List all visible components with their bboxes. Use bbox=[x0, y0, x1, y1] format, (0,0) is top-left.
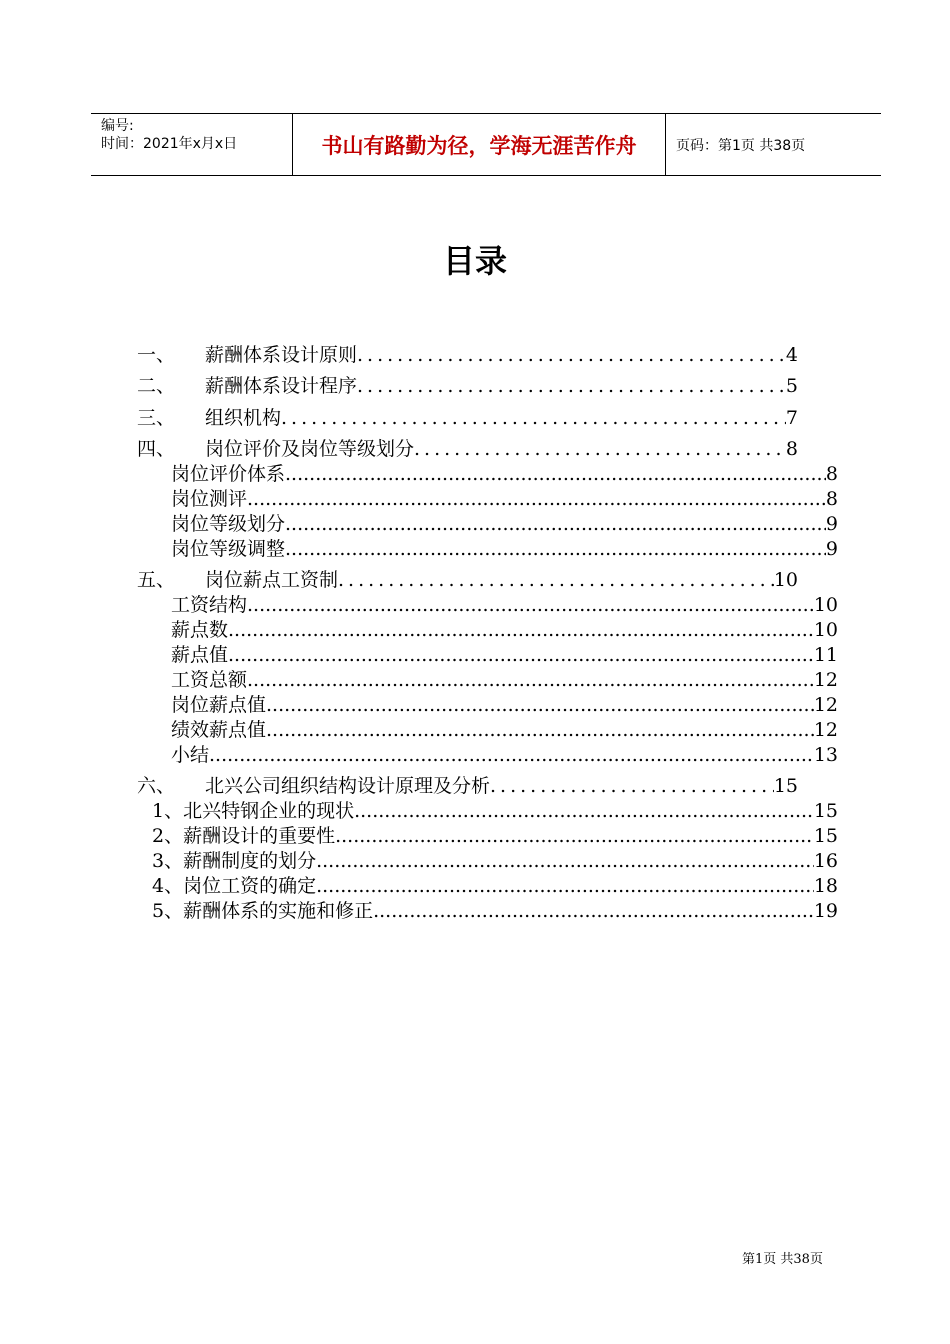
toc-entry-title: 岗位等级调整 bbox=[171, 538, 286, 560]
toc-entry-title: 岗位等级划分 bbox=[171, 513, 286, 535]
toc-entry-title: 薪酬体系设计原则 bbox=[205, 344, 358, 366]
page-title: 目录 bbox=[442, 242, 507, 280]
toc-dot-leader bbox=[414, 438, 786, 460]
toc-entry-title: 工资总额 bbox=[171, 669, 248, 691]
toc-entry-title: 2、薪酬设计的重要性 bbox=[152, 825, 336, 847]
toc-entry-page: 19 bbox=[813, 900, 838, 922]
toc-entry-page: 15 bbox=[773, 775, 798, 797]
toc-section-entry[interactable] bbox=[171, 690, 838, 715]
toc-section-entry[interactable] bbox=[171, 484, 838, 509]
toc-dot-leader bbox=[247, 669, 814, 691]
toc-entry-page: 10 bbox=[813, 619, 838, 641]
toc-chapter-entry[interactable] bbox=[137, 371, 798, 397]
toc-dot-leader bbox=[281, 407, 786, 429]
toc-entry-title: 岗位评价体系 bbox=[171, 463, 286, 485]
toc-section-entry[interactable] bbox=[171, 509, 838, 534]
toc-chapter-entry[interactable] bbox=[137, 565, 798, 591]
toc-dot-leader bbox=[316, 850, 814, 872]
toc-section-entry[interactable] bbox=[171, 590, 838, 615]
toc-entry-number: 三、 bbox=[137, 407, 176, 429]
toc-chapter-entry[interactable] bbox=[137, 403, 798, 429]
toc-entry-number: 二、 bbox=[137, 375, 176, 397]
toc-entry-page: 13 bbox=[813, 744, 838, 766]
toc-entry-page: 15 bbox=[813, 825, 838, 847]
toc-dot-leader bbox=[266, 719, 814, 741]
toc-entry-page: 10 bbox=[773, 569, 798, 591]
document-header bbox=[91, 113, 881, 176]
toc-dot-leader bbox=[285, 513, 826, 535]
toc-entry-number: 六、 bbox=[137, 775, 176, 797]
toc-entry-page: 4 bbox=[785, 344, 798, 366]
toc-entry-title: 小结 bbox=[171, 744, 210, 766]
toc-section-entry[interactable] bbox=[171, 534, 838, 559]
toc-entry-page: 8 bbox=[785, 438, 798, 460]
header-page-label: 页码：第1页 共38页 bbox=[676, 137, 806, 154]
toc-entry-title: 岗位薪点工资制 bbox=[205, 569, 339, 591]
toc-entry-number: 一、 bbox=[137, 344, 176, 366]
toc-entry-page: 8 bbox=[825, 463, 838, 485]
toc-chapter-entry[interactable] bbox=[137, 340, 798, 366]
toc-dot-leader bbox=[335, 825, 814, 847]
toc-dot-leader bbox=[373, 900, 814, 922]
toc-dot-leader bbox=[357, 375, 786, 397]
toc-entry-page: 12 bbox=[813, 719, 838, 741]
toc-dot-leader bbox=[490, 775, 774, 797]
toc-dot-leader bbox=[247, 488, 826, 510]
toc-section-entry[interactable] bbox=[171, 615, 838, 640]
toc-dot-leader bbox=[285, 538, 826, 560]
toc-entry-title: 绩效薪点值 bbox=[171, 719, 267, 741]
toc-dot-leader bbox=[354, 800, 814, 822]
toc-section-entry[interactable] bbox=[171, 715, 838, 740]
toc-entry-page: 5 bbox=[785, 375, 798, 397]
toc-dot-leader bbox=[357, 344, 786, 366]
toc-dot-leader bbox=[247, 594, 814, 616]
toc-entry-page: 8 bbox=[825, 488, 838, 510]
toc-entry-title: 3、薪酬制度的划分 bbox=[152, 850, 317, 872]
toc-dot-leader bbox=[285, 463, 826, 485]
toc-chapter-entry[interactable] bbox=[137, 771, 798, 797]
toc-entry-title: 薪酬体系设计程序 bbox=[205, 375, 358, 397]
toc-entry-title: 5、薪酬体系的实施和修正 bbox=[152, 900, 374, 922]
toc-entry-title: 薪点值 bbox=[171, 644, 229, 666]
toc-chapter-entry[interactable] bbox=[137, 434, 798, 460]
toc-entry-title: 4、岗位工资的确定 bbox=[152, 875, 317, 897]
header-meta bbox=[91, 114, 292, 175]
toc-entry-page: 9 bbox=[825, 538, 838, 560]
toc-dot-leader bbox=[228, 619, 814, 641]
toc-section-entry[interactable] bbox=[171, 459, 838, 484]
time-label: 时间：2021年x月x日 bbox=[101, 136, 238, 152]
toc-entry-page: 18 bbox=[813, 875, 838, 897]
page-footer: 第1页 共38页 bbox=[742, 1252, 823, 1267]
toc-section-entry[interactable] bbox=[152, 846, 838, 871]
toc-section-entry[interactable] bbox=[171, 640, 838, 665]
toc-dot-leader bbox=[209, 744, 814, 766]
toc-dot-leader bbox=[316, 875, 814, 897]
toc-section-entry[interactable] bbox=[171, 665, 838, 690]
toc-entry-title: 工资结构 bbox=[171, 594, 248, 616]
toc-dot-leader bbox=[266, 694, 814, 716]
toc-section-entry[interactable] bbox=[152, 871, 838, 896]
toc-entry-page: 10 bbox=[813, 594, 838, 616]
toc-dot-leader bbox=[338, 569, 774, 591]
toc-section-entry[interactable] bbox=[152, 896, 838, 921]
toc-entry-title: 薪点数 bbox=[171, 619, 229, 641]
toc-entry-title: 北兴公司组织结构设计原理及分析 bbox=[205, 775, 491, 797]
toc-dot-leader bbox=[228, 644, 814, 666]
toc-section-entry[interactable] bbox=[152, 821, 838, 846]
toc-entry-title: 岗位薪点值 bbox=[171, 694, 267, 716]
toc-entry-title: 岗位评价及岗位等级划分 bbox=[205, 438, 415, 460]
toc-entry-title: 1、北兴特钢企业的现状 bbox=[152, 800, 355, 822]
toc-section-entry[interactable] bbox=[152, 796, 838, 821]
toc-entry-page: 16 bbox=[813, 850, 838, 872]
header-motto: 书山有路勤为径，学海无涯苦作舟 bbox=[292, 114, 666, 175]
toc-entry-number: 五、 bbox=[137, 569, 176, 591]
toc-entry-page: 12 bbox=[813, 669, 838, 691]
number-label: 编号: bbox=[101, 118, 134, 134]
toc-entry-page: 11 bbox=[813, 644, 838, 666]
toc-entry-page: 12 bbox=[813, 694, 838, 716]
toc-entry-page: 7 bbox=[785, 407, 798, 429]
toc-entry-title: 岗位测评 bbox=[171, 488, 248, 510]
toc-entry-title: 组织机构 bbox=[205, 407, 282, 429]
toc-section-entry[interactable] bbox=[171, 740, 838, 765]
toc-entry-page: 15 bbox=[813, 800, 838, 822]
toc-entry-page: 9 bbox=[825, 513, 838, 535]
toc-entry-number: 四、 bbox=[137, 438, 176, 460]
